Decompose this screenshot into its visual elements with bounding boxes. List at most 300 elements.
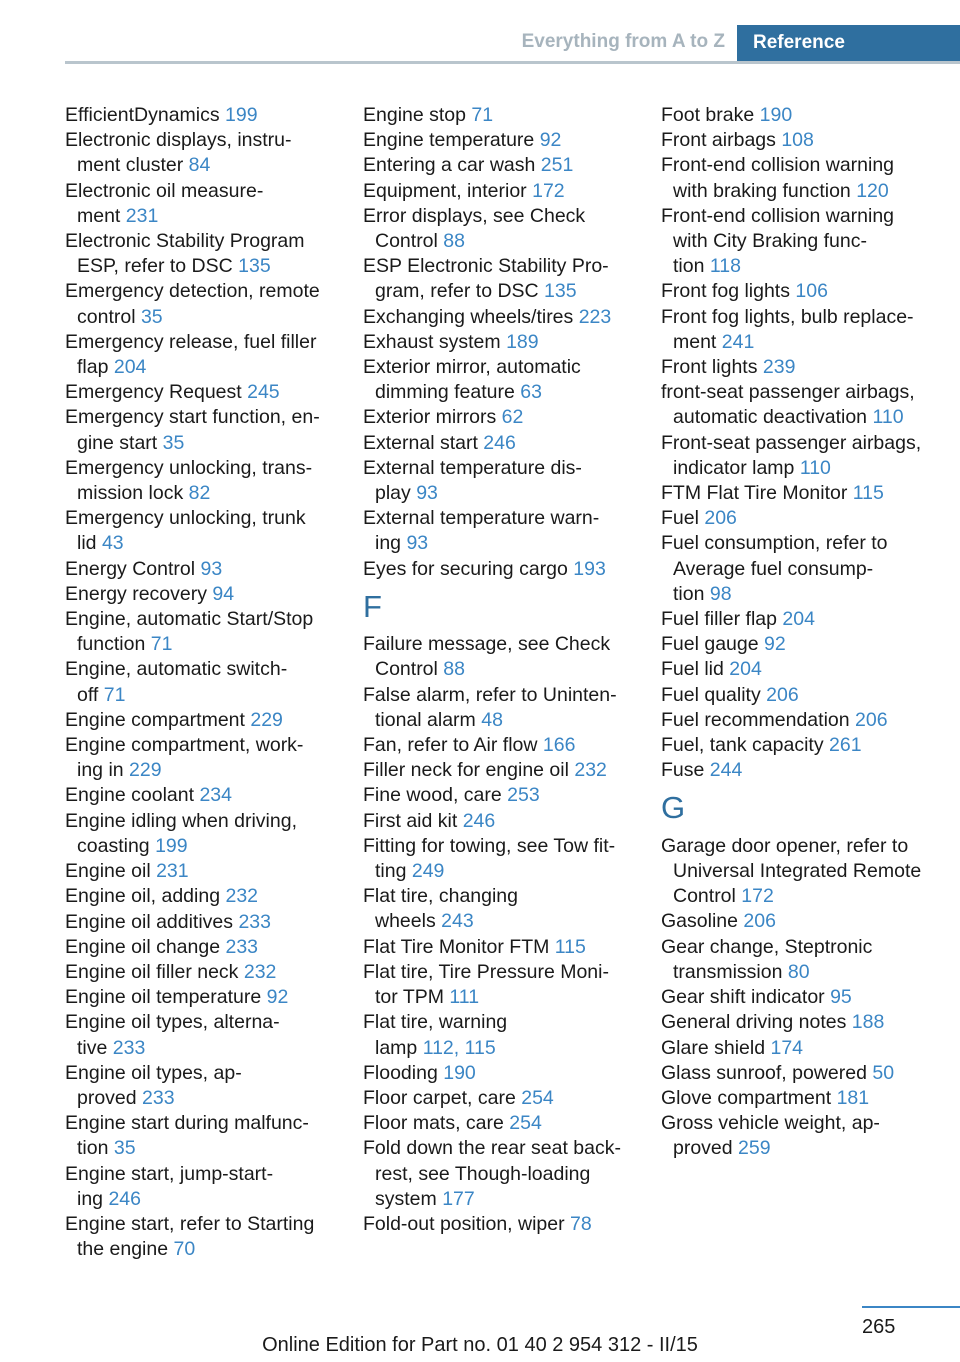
index-entry	[661, 380, 960, 430]
page-reference-link[interactable]: 246	[483, 431, 516, 454]
page-reference-link[interactable]: 229	[250, 708, 283, 731]
page-reference-link[interactable]: 35	[113, 1137, 136, 1160]
index-entry	[661, 1061, 960, 1086]
index-entry	[661, 708, 960, 733]
page-reference-link[interactable]: 177	[442, 1187, 475, 1210]
page-reference-link[interactable]: 232	[574, 759, 607, 782]
page-reference-link[interactable]: 193	[573, 557, 606, 580]
entry-text: Engine stop	[363, 104, 472, 126]
index-entry	[363, 1086, 653, 1111]
page-reference-link[interactable]: 71	[471, 104, 494, 126]
entry-text: Exhaust system	[363, 330, 507, 353]
entry-text: Emergency unlocking, trunk	[65, 507, 306, 530]
page-reference-link[interactable]: 232	[243, 960, 277, 983]
entry-text: coasting	[77, 834, 156, 857]
index-entry	[661, 985, 960, 1010]
entry-text: function	[77, 633, 151, 656]
entry-text: with braking function	[673, 179, 857, 202]
entry-text: Fold-out position, wiper	[363, 1212, 571, 1235]
entry-text: Front fog lights	[661, 280, 796, 303]
entry-text: Filler neck for engine oil	[363, 759, 575, 782]
page-reference-link[interactable]: 120	[856, 179, 889, 202]
entry-text: Flooding	[363, 1061, 444, 1084]
entry-text: gram, refer to DSC	[375, 280, 545, 303]
index-entry	[661, 834, 960, 910]
page-reference-link[interactable]: 229	[129, 759, 162, 782]
index-entry	[65, 985, 355, 1010]
entry-text: Exterior mirror, automatic	[363, 356, 581, 379]
entry-text: Engine, automatic Start/Stop	[65, 608, 314, 631]
entry-text: Floor mats, care	[363, 1112, 510, 1135]
page-number: 265	[862, 1316, 896, 1338]
entry-text: ESP, refer to DSC	[77, 255, 239, 278]
index-entry	[661, 153, 960, 203]
index-entry	[363, 355, 653, 405]
entry-text: Gross vehicle weight, ap-	[661, 1112, 880, 1135]
page-reference-link[interactable]: 92	[539, 129, 562, 152]
page-reference-link[interactable]: 110	[799, 456, 831, 479]
entry-text: Engine compartment	[65, 708, 251, 731]
index-entry	[661, 1086, 960, 1111]
index-entry	[363, 330, 653, 355]
index-entry	[65, 708, 355, 733]
page-reference-link[interactable]: 233	[112, 1036, 146, 1059]
index-entry	[363, 305, 653, 330]
index-entry	[65, 229, 355, 279]
index-entry	[661, 909, 960, 934]
entry-text: ment	[77, 204, 126, 227]
entry-text: ing	[77, 1187, 109, 1210]
entry-text: lid	[77, 532, 102, 555]
index-column-3	[661, 103, 960, 1162]
page-reference-link[interactable]: 204	[729, 658, 762, 681]
page-reference-link[interactable]: 206	[766, 683, 799, 706]
entry-text: control	[77, 305, 141, 328]
entry-text: Exterior mirrors	[363, 406, 502, 429]
page-reference-link[interactable]: 206	[855, 708, 888, 731]
section-title: Everything from A to Z	[521, 31, 725, 52]
entry-text: Fuel filler flap	[661, 608, 783, 631]
index-entry	[661, 733, 960, 758]
page-reference-link[interactable]: 233	[238, 910, 271, 933]
index-entry	[363, 506, 653, 556]
entry-text: ing	[375, 532, 407, 555]
index-entry	[363, 1061, 653, 1086]
entry-text: ing in	[77, 759, 130, 782]
entry-text: the engine	[77, 1238, 174, 1261]
index-entry	[65, 1162, 355, 1212]
index-entry	[65, 859, 355, 884]
page-reference-link[interactable]: 98	[709, 582, 732, 605]
page-reference-link[interactable]: 199	[225, 104, 258, 126]
page-reference-link[interactable]: 112, 115	[422, 1036, 496, 1059]
entry-text: Fuel consumption, refer to	[661, 532, 888, 555]
page-reference-link[interactable]: 243	[441, 910, 474, 933]
page-reference-link[interactable]: 94	[212, 582, 235, 605]
entry-text: Entering a car wash	[363, 154, 541, 177]
page-reference-link[interactable]: 199	[155, 834, 188, 857]
index-entry	[661, 1036, 960, 1061]
entry-text: Engine compartment, work-	[65, 734, 304, 757]
entry-text: Floor carpet, care	[363, 1086, 522, 1109]
page-reference-link[interactable]: 48	[481, 708, 503, 731]
index-entry	[363, 431, 653, 456]
entry-text: lamp	[375, 1036, 423, 1059]
index-entry	[363, 632, 653, 682]
entry-text: Glare shield	[661, 1036, 771, 1059]
page-reference-link[interactable]: 232	[225, 885, 259, 908]
page-reference-link[interactable]: 246	[108, 1187, 141, 1210]
index-entry	[363, 1136, 653, 1212]
entry-text: Front-seat passenger airbags,	[661, 431, 922, 454]
index-column-2	[363, 103, 653, 1237]
page-reference-link[interactable]: 115	[554, 935, 586, 958]
entry-text: Gear shift indicator	[661, 986, 831, 1009]
entry-text: Engine oil filler neck	[65, 960, 244, 983]
entry-text: play	[375, 482, 417, 505]
entry-text: Error displays, see Check	[363, 204, 586, 227]
index-entry	[363, 204, 653, 254]
page-reference-link[interactable]: 190	[443, 1061, 476, 1084]
index-entry	[661, 305, 960, 355]
index-entry	[65, 103, 355, 128]
entry-text: Fine wood, care	[363, 784, 508, 807]
page-reference-link[interactable]: 204	[782, 608, 815, 631]
entry-text: mission lock	[77, 482, 189, 505]
entry-text: Fuel recommendation	[661, 708, 856, 731]
entry-text: dimming feature	[375, 381, 521, 404]
page-reference-link[interactable]: 135	[238, 255, 271, 278]
entry-text: Electronic Stability Program	[65, 230, 305, 253]
index-column-1	[65, 103, 355, 1262]
index-entry	[363, 103, 653, 128]
entry-text: Engine oil	[65, 860, 157, 883]
index-entry	[363, 1212, 653, 1237]
entry-text: front-seat passenger airbags,	[661, 381, 915, 404]
entry-text: transmission	[673, 960, 788, 983]
entry-text: gine start	[77, 431, 163, 454]
page-reference-link[interactable]: 82	[188, 482, 211, 505]
index-entry	[363, 935, 653, 960]
page-reference-link[interactable]: 135	[544, 280, 577, 303]
index-entry	[65, 279, 355, 329]
entry-text: Flat tire, changing	[363, 885, 519, 908]
index-entry	[363, 783, 653, 808]
index-entry	[363, 456, 653, 506]
entry-text: ESP Electronic Stability Pro-	[363, 255, 609, 278]
entry-text: Fuel quality	[661, 683, 767, 706]
entry-text: tor TPM	[375, 986, 450, 1009]
page-reference-link[interactable]: 189	[506, 330, 539, 353]
page-reference-link[interactable]: 93	[200, 557, 223, 580]
page-reference-link[interactable]: 206	[743, 910, 776, 933]
entry-text: Engine coolant	[65, 784, 200, 807]
index-entry	[363, 153, 653, 178]
entry-text: tion	[673, 582, 710, 605]
index-entry	[661, 1111, 960, 1161]
entry-text: False alarm, refer to Uninten-	[363, 683, 617, 706]
page-reference-link[interactable]: 241	[721, 330, 755, 353]
entry-text: Emergency unlocking, trans-	[65, 456, 313, 479]
entry-text: Fuel	[661, 507, 705, 530]
index-entry	[65, 657, 355, 707]
index-entry	[65, 456, 355, 506]
entry-text: rest, see Though-loading	[375, 1162, 591, 1185]
index-entry	[65, 1061, 355, 1111]
index-entry	[65, 330, 355, 380]
entry-text: Front lights	[661, 356, 763, 379]
page-reference-link[interactable]: 246	[462, 809, 496, 832]
entry-text: Fan, refer to Air flow	[363, 734, 543, 757]
entry-text: First aid kit	[363, 809, 463, 832]
page-reference-link[interactable]: 181	[836, 1086, 870, 1109]
entry-text: Flat tire, Tire Pressure Moni-	[363, 960, 609, 983]
page-reference-link[interactable]: 261	[829, 734, 862, 757]
page-reference-link[interactable]: 233	[225, 935, 259, 958]
page-reference-link[interactable]: 35	[162, 431, 185, 454]
entry-text: Fold down the rear seat back-	[363, 1137, 621, 1160]
entry-text: External temperature warn-	[363, 507, 600, 530]
entry-text: proved	[77, 1086, 143, 1109]
page-reference-link[interactable]: 88	[443, 658, 465, 681]
index-entry	[65, 1212, 355, 1262]
entry-text: tion	[77, 1137, 114, 1160]
entry-text: Fuel lid	[661, 658, 730, 681]
entry-text: Engine oil change	[65, 935, 226, 958]
page-reference-link[interactable]: 71	[103, 683, 126, 706]
index-entry	[661, 935, 960, 985]
index-entry	[65, 607, 355, 657]
page-reference-link[interactable]: 80	[787, 960, 810, 983]
page-reference-link[interactable]: 253	[507, 784, 540, 807]
index-entry	[661, 204, 960, 280]
index-entry	[65, 582, 355, 607]
index-entry	[661, 607, 960, 632]
index-entry	[363, 557, 653, 582]
page-reference-link[interactable]: 204	[113, 356, 147, 379]
index-entry	[363, 809, 653, 834]
page-reference-link[interactable]: 62	[501, 406, 524, 429]
page-reference-link[interactable]: 110	[872, 406, 904, 429]
entry-text: Emergency release, fuel filler	[65, 330, 317, 353]
page-reference-link[interactable]: 93	[406, 532, 429, 555]
entry-text: Eyes for securing cargo	[363, 557, 574, 580]
index-entry	[661, 1010, 960, 1035]
entry-text: Engine start, refer to Starting	[65, 1212, 315, 1235]
entry-text: General driving notes	[661, 1011, 852, 1034]
entry-text: Energy recovery	[65, 582, 213, 605]
entry-text: Fuel, tank capacity	[661, 734, 829, 757]
entry-text: Front fog lights, bulb replace-	[661, 305, 914, 328]
entry-text: Engine start during malfunc-	[65, 1112, 309, 1135]
index-entry	[65, 910, 355, 935]
page-reference-link[interactable]: 172	[532, 179, 565, 202]
page-reference-link[interactable]: 92	[266, 986, 289, 1009]
entry-text: FTM Flat Tire Monitor	[661, 482, 853, 505]
index-entry	[363, 884, 653, 934]
page-reference-link[interactable]: 71	[150, 633, 173, 656]
page-reference-link[interactable]: 43	[101, 532, 124, 555]
index-entry	[661, 657, 960, 682]
index-entry	[661, 481, 960, 506]
entry-text: Front airbags	[661, 129, 782, 152]
page-reference-link[interactable]: 172	[741, 885, 774, 908]
index-entry	[363, 733, 653, 758]
index-entry	[363, 1111, 653, 1136]
index-entry	[661, 103, 960, 128]
index-entry	[65, 380, 355, 405]
entry-text: off	[77, 683, 104, 706]
index-letter-heading: G	[661, 790, 686, 826]
entry-text: Flat tire, warning	[363, 1011, 508, 1034]
entry-text: Universal Integrated Remote	[673, 860, 922, 883]
index-entry	[65, 809, 355, 859]
page-reference-link[interactable]: 190	[759, 104, 793, 126]
index-entry	[65, 506, 355, 556]
page-reference-link[interactable]: 231	[125, 204, 159, 227]
entry-text: with City Braking func-	[673, 230, 867, 253]
entry-text: Engine oil temperature	[65, 986, 267, 1009]
page-reference-link[interactable]: 206	[704, 507, 737, 530]
index-entry	[363, 405, 653, 430]
entry-text: Engine oil additives	[65, 910, 239, 933]
entry-text: Fuse	[661, 759, 710, 782]
entry-text: tional alarm	[375, 708, 482, 731]
index-entry	[661, 531, 960, 607]
entry-text: Garage door opener, refer to	[661, 834, 909, 857]
page-reference-link[interactable]: 35	[140, 305, 163, 328]
entry-text: Fitting for towing, see Tow fit-	[363, 834, 616, 857]
page-reference-link[interactable]: 245	[247, 381, 280, 404]
entry-text: Control	[375, 658, 444, 681]
entry-text: system	[375, 1187, 443, 1210]
index-entry	[363, 683, 653, 733]
page-reference-link[interactable]: 188	[851, 1011, 885, 1034]
index-entry	[65, 884, 355, 909]
page-reference-link[interactable]: 259	[738, 1137, 771, 1160]
index-entry	[661, 279, 960, 304]
index-entry	[661, 431, 960, 481]
entry-text: Emergency Request	[65, 381, 248, 404]
page-reference-link[interactable]: 111	[449, 986, 480, 1009]
page-header	[65, 25, 960, 63]
index-entry	[661, 128, 960, 153]
entry-text: flap	[77, 356, 114, 379]
entry-text: Electronic displays, instru-	[65, 129, 292, 152]
index-entry	[65, 733, 355, 783]
entry-text: EfficientDynamics	[65, 104, 226, 126]
entry-text: Engine oil types, alterna-	[65, 1011, 280, 1034]
index-entry	[363, 1010, 653, 1060]
entry-text: Emergency start function, en-	[65, 406, 320, 429]
entry-text: Average fuel consump-	[673, 557, 874, 580]
chapter-tab: Reference	[737, 25, 960, 61]
entry-text: Engine oil types, ap-	[65, 1061, 242, 1084]
index-entry	[363, 758, 653, 783]
entry-text: Equipment, interior	[363, 179, 533, 202]
index-entry	[661, 355, 960, 380]
page-reference-link[interactable]: 239	[762, 356, 796, 379]
index-entry	[65, 1111, 355, 1161]
page-reference-link[interactable]: 249	[411, 860, 445, 883]
index-entry	[65, 557, 355, 582]
page-reference-link[interactable]: 95	[830, 986, 852, 1009]
index-entry	[661, 683, 960, 708]
index-entry	[661, 506, 960, 531]
entry-text: Fuel gauge	[661, 633, 764, 656]
index-entry	[65, 405, 355, 455]
page-reference-link[interactable]: 231	[156, 860, 189, 883]
entry-text: Exchanging wheels/tires	[363, 305, 579, 328]
entry-text: automatic deactivation	[673, 406, 873, 429]
entry-text: Engine start, jump-start-	[65, 1162, 274, 1185]
index-entry	[65, 783, 355, 808]
page-reference-link[interactable]: 63	[520, 381, 542, 404]
page-reference-link[interactable]: 78	[570, 1212, 592, 1235]
index-entry	[65, 935, 355, 960]
index-entry	[661, 632, 960, 657]
page-reference-link[interactable]: 166	[542, 734, 576, 757]
entry-text: proved	[673, 1137, 739, 1160]
entry-text: External start	[363, 431, 484, 454]
page-reference-link[interactable]: 244	[709, 759, 743, 782]
entry-text: tive	[77, 1036, 113, 1059]
entry-text: Glass sunroof, powered	[661, 1061, 873, 1084]
index-entry	[65, 960, 355, 985]
page-reference-link[interactable]: 118	[709, 255, 741, 278]
page-reference-link[interactable]: 233	[142, 1086, 175, 1109]
edition-note: Online Edition for Part no. 01 40 2 954 312 - II/15	[262, 1334, 698, 1356]
entry-text: Gear change, Steptronic	[661, 935, 873, 958]
page-reference-link[interactable]: 234	[199, 784, 232, 807]
footer-rule	[862, 1306, 960, 1308]
entry-text: wheels	[375, 910, 442, 933]
index-entry	[65, 179, 355, 229]
entry-text: Control	[673, 885, 742, 908]
entry-text: ting	[375, 860, 412, 883]
index-entry	[661, 758, 960, 783]
page-reference-link[interactable]: 106	[795, 280, 828, 303]
entry-text: Gasoline	[661, 910, 744, 933]
page-reference-link[interactable]: 92	[764, 633, 786, 656]
page-reference-link[interactable]: 115	[852, 482, 884, 505]
entry-text: Engine, automatic switch-	[65, 658, 288, 681]
entry-text: Front-end collision warning	[661, 204, 895, 227]
entry-text: tion	[673, 255, 710, 278]
page-reference-link[interactable]: 50	[872, 1061, 895, 1084]
entry-text: ment cluster	[77, 154, 189, 177]
page-reference-link[interactable]: 251	[540, 154, 574, 177]
page-reference-link[interactable]: 174	[770, 1036, 804, 1059]
header-rule	[65, 61, 960, 64]
page-reference-link[interactable]: 254	[509, 1112, 542, 1135]
entry-text: Emergency detection, remote	[65, 280, 320, 303]
page-reference-link[interactable]: 254	[521, 1086, 554, 1109]
page-reference-link[interactable]: 223	[578, 305, 612, 328]
index-entry	[363, 128, 653, 153]
entry-text: Energy Control	[65, 557, 201, 580]
index-entry	[65, 1010, 355, 1060]
page-reference-link[interactable]: 88	[443, 230, 465, 253]
entry-text: Glove compartment	[661, 1086, 837, 1109]
entry-text: Flat Tire Monitor FTM	[363, 935, 555, 958]
entry-text: ment	[673, 330, 722, 353]
page-reference-link[interactable]: 70	[173, 1238, 196, 1261]
page-reference-link[interactable]: 108	[781, 129, 814, 152]
index-entry	[65, 128, 355, 178]
page-reference-link[interactable]: 93	[416, 482, 438, 505]
page-reference-link[interactable]: 84	[188, 154, 211, 177]
